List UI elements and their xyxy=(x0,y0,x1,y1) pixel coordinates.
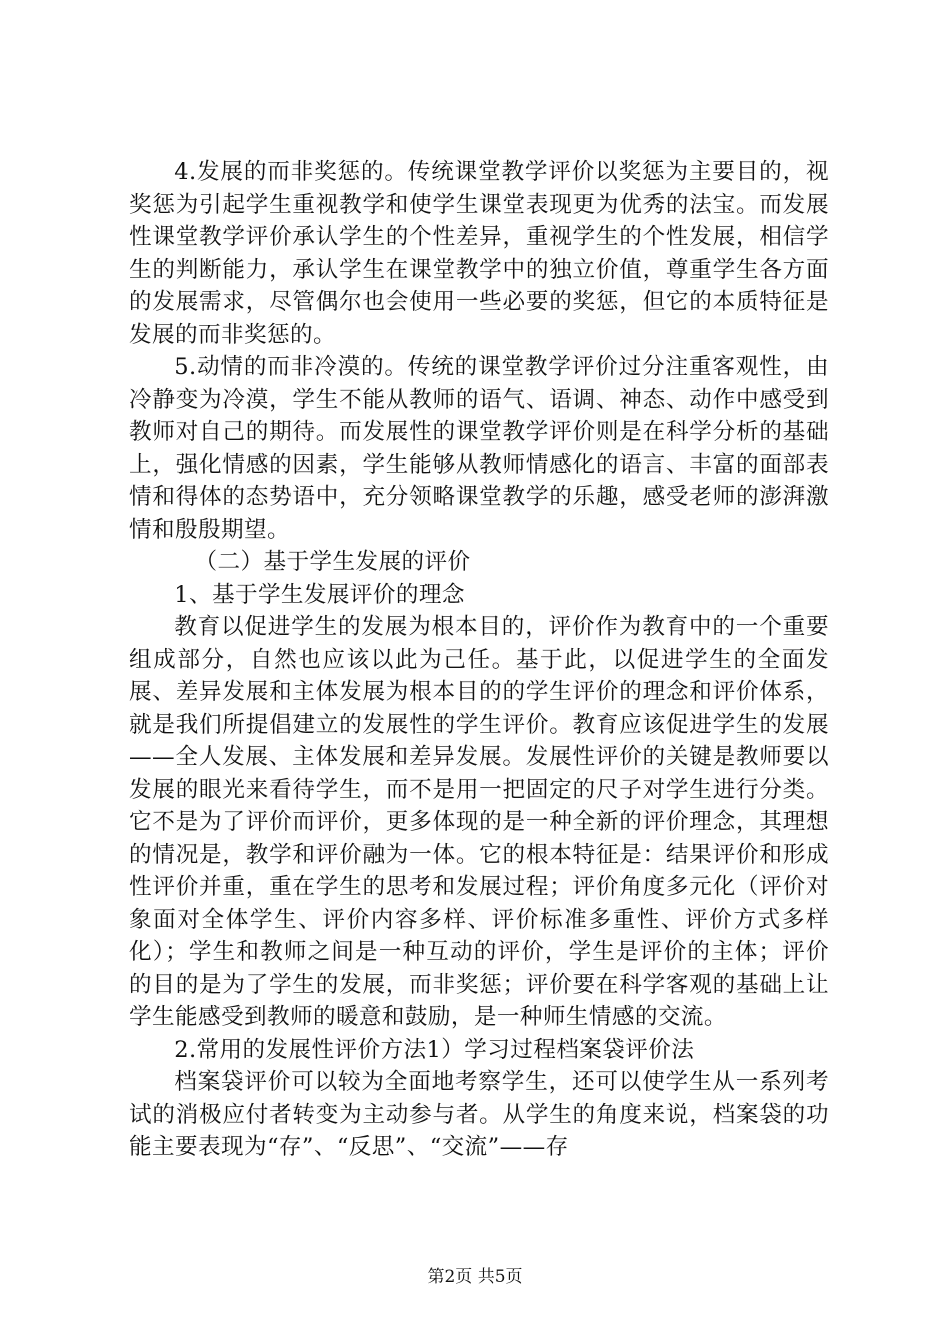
paragraph-portfolio: 档案袋评价可以较为全面地考察学生，还可以使学生从一系列考试的消极应付者转变为主动参与者。从学生的角度来说，档案袋的功能主要表现为“存”、“反思”、“交流”——存 xyxy=(129,1069,829,1160)
subsection-heading-2: 2.常用的发展性评价方法1）学习过程档案袋评价法 xyxy=(174,1036,695,1063)
document-body xyxy=(129,156,829,1164)
paragraph-concept: 教育以促进学生的发展为根本目的，评价作为教育中的一个重要组成部分，自然也应该以此为己任。基于此，以促进学生的全面发展、差异发展和主体发展为根本目的的学生评价的理念和评价体系，就是我们所提倡建立的发展性的学生评价。教育应该促进学生的发展——全人发展、主体发展和差异发展。发展性评价的关键是教师要以发展的眼光来看待学生，而不是用一把固定的尺子对学生进行分类。它不是为了评价而评价，更多体现的是一种全新的评价理念，其理想的情况是，教学和评价融为一体。它的根本特征是：结果评价和形成性评价并重，重在学生的思考和发展过程；评价角度多元化（评价对象面对全体学生、评价内容多样、评价标准多重性、评价方式多样化）；学生和教师之间是一种互动的评价，学生是评价的主体；评价的目的是为了学生的发展，而非奖惩；评价要在科学客观的基础上让学生能感受到教师的暖意和鼓励，是一种师生情感的交流。 xyxy=(129,614,829,1030)
paragraph-point-4: 4.发展的而非奖惩的。传统课堂教学评价以奖惩为主要目的，视奖惩为引起学生重视教学和使学生课堂表现更为优秀的法宝。而发展性课堂教学评价承认学生的个性差异，重视学生的个性发展，相信学生的判断能力，承认学生在课堂教学中的独立价值，尊重学生各方面的发展需求，尽管偶尔也会使用一些必要的奖惩，但它的本质特征是发展的而非奖惩的。 xyxy=(129,159,829,348)
subsection-heading-1: 1、基于学生发展评价的理念 xyxy=(174,581,465,608)
section-heading: （二）基于学生发展的评价 xyxy=(194,549,471,575)
page-footer: 第2页 共5页 xyxy=(427,1267,523,1287)
paragraph-point-5: 5.动情的而非冷漠的。传统的课堂教学评价过分注重客观性，由冷静变为冷漠，学生不能从教师的语气、语调、神态、动作中感受到教师对自己的期待。而发展性的课堂教学评价则是在科学分析的基础上，强化情感的因素，学生能够从教师情感化的语言、丰富的面部表情和得体的态势语中，充分领略课堂教学的乐趣，感受老师的澎湃激情和殷殷期望。 xyxy=(129,354,829,543)
